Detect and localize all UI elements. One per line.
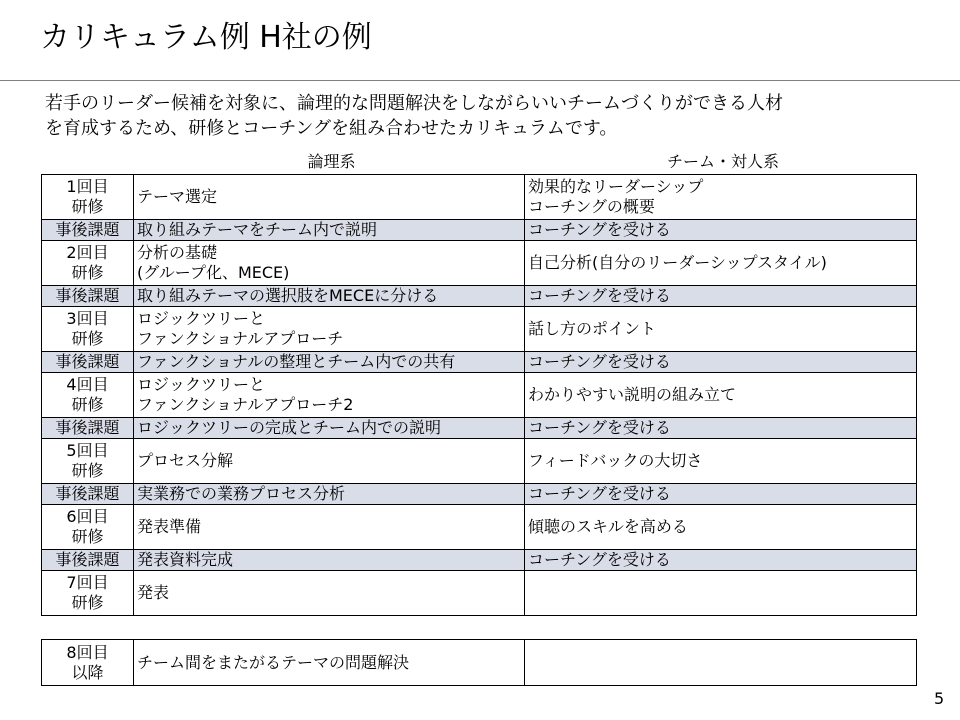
logic-cell bbox=[134, 352, 525, 373]
team-cell bbox=[525, 286, 917, 307]
title-divider bbox=[0, 80, 960, 81]
logic-cell bbox=[134, 640, 525, 686]
logic-cell-line: ファンクショナルアプローチ2 bbox=[137, 395, 354, 414]
logic-cell bbox=[134, 373, 525, 418]
team-cell bbox=[525, 307, 917, 352]
row-label-line: 7回目 bbox=[66, 573, 109, 592]
row-label-line: 4回目 bbox=[66, 375, 109, 394]
team-cell-line: わかりやすい説明の組み立て bbox=[528, 385, 737, 404]
session-row bbox=[42, 241, 917, 286]
team-cell-line: コーチングを受ける bbox=[528, 286, 671, 305]
assignment-row bbox=[42, 220, 917, 241]
row-label bbox=[42, 484, 134, 505]
logic-cell-line: ロジックツリーと bbox=[137, 375, 266, 394]
row-label-line: 事後課題 bbox=[55, 352, 120, 371]
row-label bbox=[42, 439, 134, 484]
logic-cell-line: プロセス分解 bbox=[137, 451, 234, 470]
team-cell bbox=[525, 418, 917, 439]
team-cell-line: コーチングを受ける bbox=[528, 220, 671, 239]
team-cell bbox=[525, 505, 917, 550]
logic-cell bbox=[134, 220, 525, 241]
team-cell-line: 効果的なリーダーシップ bbox=[528, 177, 704, 196]
row-label bbox=[42, 307, 134, 352]
row-label-line: 5回目 bbox=[66, 441, 109, 460]
team-cell-line: 自己分析(自分のリーダーシップスタイル) bbox=[528, 253, 827, 272]
row-label-line: 研修 bbox=[71, 593, 104, 612]
logic-cell-line: 取り組みテーマをチーム内で説明 bbox=[137, 220, 378, 239]
logic-cell-line: テーマ選定 bbox=[137, 187, 218, 206]
row-label bbox=[42, 352, 134, 373]
team-cell bbox=[525, 640, 917, 686]
team-cell bbox=[525, 175, 917, 220]
team-cell bbox=[525, 220, 917, 241]
team-cell bbox=[525, 241, 917, 286]
team-cell bbox=[525, 352, 917, 373]
logic-cell-line: ファンクショナルの整理とチーム内での共有 bbox=[137, 352, 456, 371]
logic-cell bbox=[134, 241, 525, 286]
logic-cell-line: 発表資料完成 bbox=[137, 550, 234, 569]
team-cell-line: コーチングを受ける bbox=[528, 484, 671, 503]
row-label bbox=[42, 220, 134, 241]
page-number: 5 bbox=[934, 689, 945, 708]
row-label-line: 事後課題 bbox=[55, 220, 120, 239]
row-label-line: 3回目 bbox=[66, 309, 109, 328]
row-label-line: 6回目 bbox=[66, 507, 109, 526]
logic-cell bbox=[134, 550, 525, 571]
row-label-line: 1回目 bbox=[66, 177, 109, 196]
logic-cell-line: 発表 bbox=[137, 583, 170, 602]
logic-cell-line: 発表準備 bbox=[137, 517, 202, 536]
logic-cell bbox=[134, 439, 525, 484]
logic-cell-line: ロジックツリーと bbox=[137, 309, 266, 328]
curriculum-table bbox=[41, 174, 917, 616]
row-label-line: 事後課題 bbox=[55, 484, 120, 503]
row-label bbox=[42, 550, 134, 571]
session-row bbox=[42, 307, 917, 352]
assignment-row bbox=[42, 352, 917, 373]
column-header-team: チーム・対人系 bbox=[666, 152, 779, 171]
logic-cell-line: (グループ化、MECE) bbox=[137, 263, 290, 282]
session-row bbox=[42, 175, 917, 220]
row-label-line: 事後課題 bbox=[55, 418, 120, 437]
row-label bbox=[42, 175, 134, 220]
logic-cell-line: ファンクショナルアプローチ bbox=[137, 329, 344, 348]
row-label-line: 研修 bbox=[71, 461, 104, 480]
logic-cell bbox=[134, 484, 525, 505]
logic-cell bbox=[134, 307, 525, 352]
curriculum-after-table bbox=[41, 639, 917, 686]
row-label-line: 8回目 bbox=[66, 642, 109, 662]
assignment-row bbox=[42, 484, 917, 505]
logic-cell-line: 実業務での業務プロセス分析 bbox=[137, 484, 346, 503]
assignment-row bbox=[42, 418, 917, 439]
logic-cell bbox=[134, 175, 525, 220]
team-cell-line: コーチングを受ける bbox=[528, 352, 671, 371]
row-label-line: 研修 bbox=[71, 329, 104, 348]
intro-text bbox=[45, 91, 925, 141]
team-cell-line: コーチングの概要 bbox=[528, 197, 655, 216]
session-row bbox=[42, 505, 917, 550]
assignment-row bbox=[42, 286, 917, 307]
row-label-line: 事後課題 bbox=[55, 550, 120, 569]
team-cell-line: コーチングを受ける bbox=[528, 418, 671, 437]
row-label-line: 研修 bbox=[71, 197, 104, 216]
team-cell-line: フィードバックの大切さ bbox=[528, 451, 703, 470]
session-row bbox=[42, 373, 917, 418]
row-label-line: 事後課題 bbox=[55, 286, 120, 305]
team-cell bbox=[525, 484, 917, 505]
logic-cell-line: 取り組みテーマの選択肢をMECEに分ける bbox=[137, 286, 439, 305]
session-row bbox=[42, 439, 917, 484]
team-cell bbox=[525, 571, 917, 616]
team-cell-line: コーチングを受ける bbox=[528, 550, 671, 569]
row-label bbox=[42, 286, 134, 307]
team-cell-line: 話し方のポイント bbox=[528, 319, 657, 338]
logic-cell-line: 分析の基礎 bbox=[137, 243, 218, 262]
row-label bbox=[42, 505, 134, 550]
row-label-line: 以降 bbox=[71, 662, 104, 682]
row-label-line: 研修 bbox=[71, 263, 104, 282]
slide-title: カリキュラム例 H社の例 bbox=[40, 20, 372, 55]
row-label-line: 研修 bbox=[71, 527, 104, 546]
row-label bbox=[42, 571, 134, 616]
row-label-line: 2回目 bbox=[66, 243, 109, 262]
logic-cell bbox=[134, 505, 525, 550]
assignment-row bbox=[42, 550, 917, 571]
row-label-line: 研修 bbox=[71, 395, 104, 414]
after-row bbox=[42, 640, 917, 686]
logic-cell bbox=[134, 286, 525, 307]
column-header-logic: 論理系 bbox=[307, 152, 356, 171]
team-cell bbox=[525, 550, 917, 571]
team-cell bbox=[525, 439, 917, 484]
team-cell-line: 傾聴のスキルを高める bbox=[528, 517, 688, 536]
row-label bbox=[42, 418, 134, 439]
logic-cell-line: ロジックツリーの完成とチーム内での説明 bbox=[137, 418, 442, 437]
intro-line: 若手のリーダー候補を対象に、論理的な問題解決をしながらいいチームづくりができる人材 bbox=[45, 93, 783, 114]
team-cell bbox=[525, 373, 917, 418]
logic-cell bbox=[134, 418, 525, 439]
row-label bbox=[42, 640, 134, 686]
logic-cell-line: チーム間をまたがるテーマの問題解決 bbox=[137, 652, 410, 672]
row-label bbox=[42, 241, 134, 286]
logic-cell bbox=[134, 571, 525, 616]
row-label bbox=[42, 373, 134, 418]
session-row bbox=[42, 571, 917, 616]
intro-line: を育成するため、研修とコーチングを組み合わせたカリキュラムです。 bbox=[45, 118, 618, 139]
